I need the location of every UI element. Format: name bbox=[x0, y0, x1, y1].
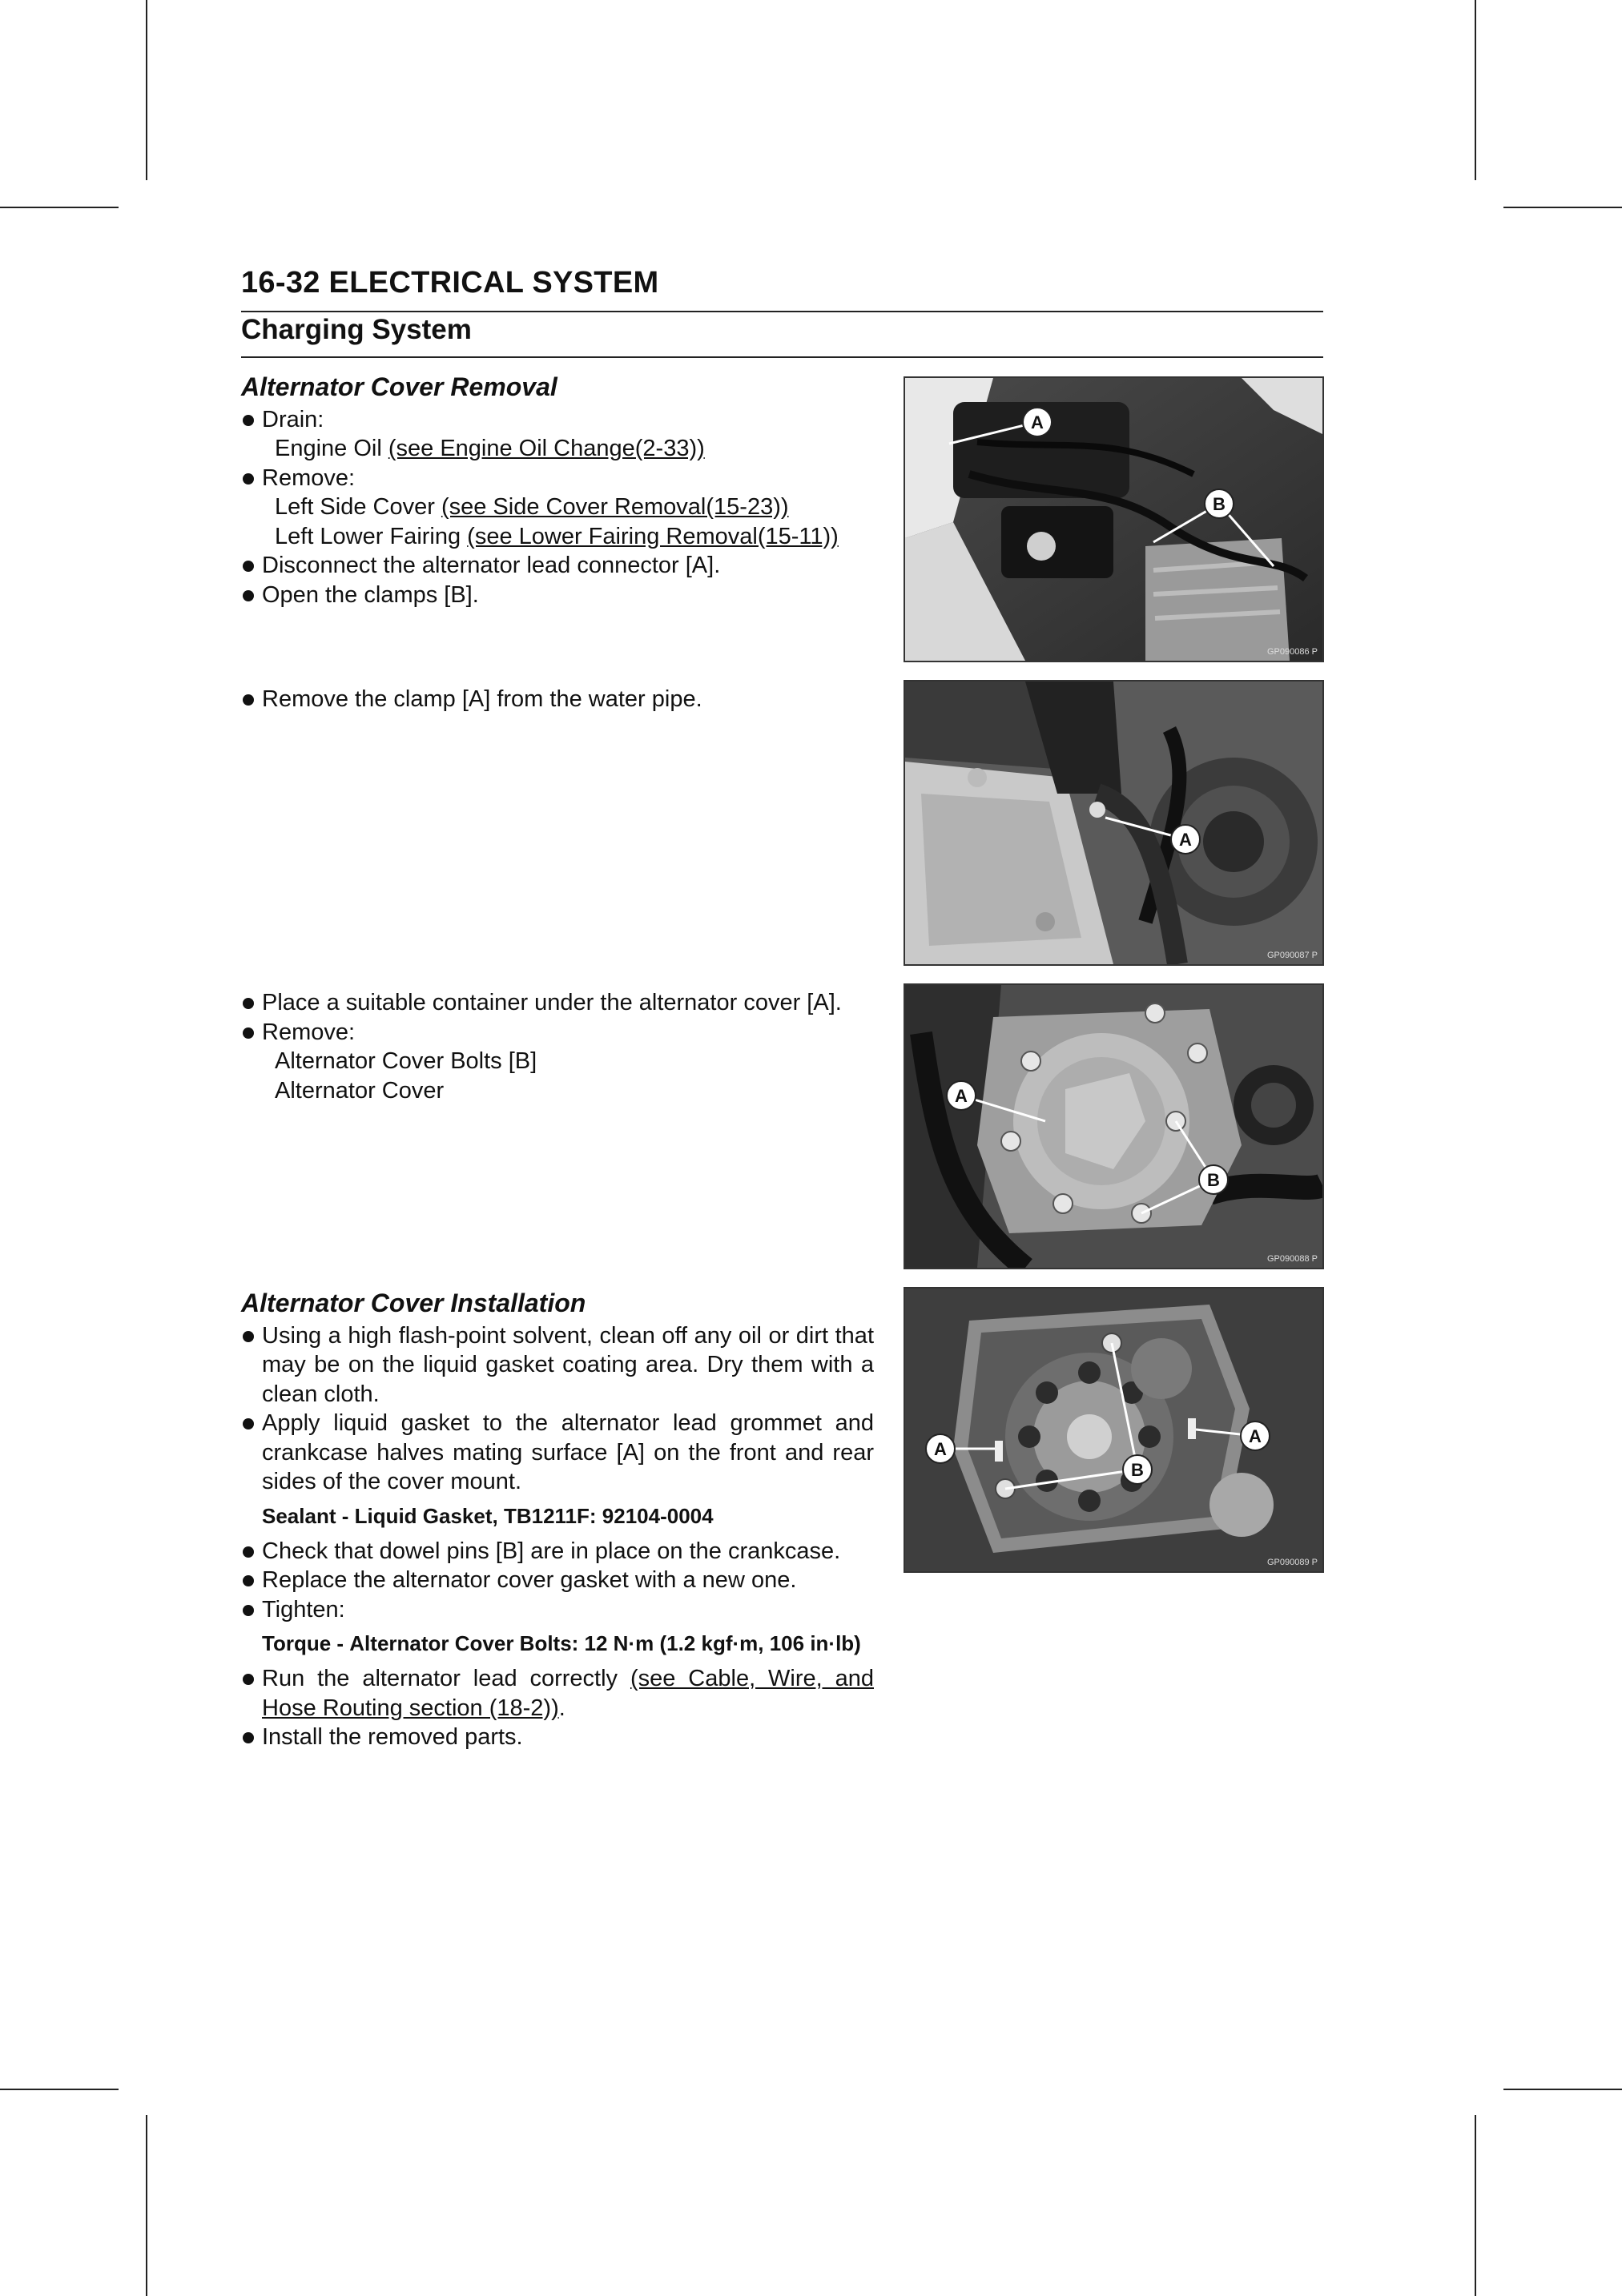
step-replace-gasket: Replace the alternator cover gasket with a new one. bbox=[241, 1566, 874, 1595]
step-tighten: Tighten: bbox=[241, 1595, 874, 1625]
callout-a: A bbox=[1249, 1426, 1262, 1446]
photo-code: GP090088 P bbox=[1267, 1254, 1318, 1264]
removal-block-2 bbox=[241, 685, 874, 714]
callout-a: A bbox=[934, 1439, 947, 1459]
remove2-item-1: Alternator Cover Bolts [B] bbox=[275, 1048, 537, 1074]
crop-mark bbox=[1503, 2089, 1622, 2090]
remove2-item-2: Alternator Cover bbox=[275, 1077, 445, 1104]
page-title: 16-32 ELECTRICAL SYSTEM bbox=[241, 266, 659, 300]
step-remove-clamp: Remove the clamp [A] from the water pipe. bbox=[241, 685, 874, 714]
callout-b: B bbox=[1207, 1170, 1220, 1190]
torque-text: Alternator Cover Bolts: 12 N·m (1.2 kgf·m, 106 in·lb) bbox=[349, 1631, 861, 1655]
photo-lead-connector bbox=[904, 376, 1324, 662]
step-drain: Drain: bbox=[241, 405, 874, 435]
link-side-cover-removal[interactable]: (see Side Cover Removal(15-23)) bbox=[441, 494, 789, 520]
callout-b: B bbox=[1131, 1460, 1144, 1480]
step-run-lead bbox=[241, 1664, 874, 1723]
crop-mark bbox=[0, 207, 119, 208]
remove-item-1 bbox=[241, 493, 874, 522]
link-engine-oil-change[interactable]: (see Engine Oil Change(2-33)) bbox=[388, 436, 705, 461]
remove-item-2-text: Left Lower Fairing bbox=[275, 523, 468, 549]
step-remove-2: Remove: bbox=[241, 1018, 874, 1047]
photo-alternator-cover bbox=[904, 983, 1324, 1269]
crop-mark bbox=[1475, 2115, 1476, 2296]
callout-a: A bbox=[955, 1086, 968, 1106]
callout-a: A bbox=[1179, 830, 1192, 850]
removal-block-1 bbox=[241, 372, 874, 609]
removal-block-3 bbox=[241, 988, 874, 1105]
step-remove: Remove: bbox=[241, 464, 874, 493]
remove-item-1-text: Left Side Cover bbox=[275, 494, 441, 520]
photo-code: GP090089 P bbox=[1267, 1558, 1318, 1567]
photo-code: GP090087 P bbox=[1267, 951, 1318, 960]
step-install-parts: Install the removed parts. bbox=[241, 1723, 874, 1752]
torque-key: Torque - bbox=[262, 1631, 350, 1655]
step-place-container: Place a suitable container under the alternator cover [A]. bbox=[241, 988, 874, 1018]
photo-water-pipe-clamp bbox=[904, 680, 1324, 966]
photo-code: GP090086 P bbox=[1267, 647, 1318, 657]
drain-item-text: Engine Oil bbox=[275, 436, 388, 461]
section-rule bbox=[241, 356, 1323, 358]
installation-block bbox=[241, 1289, 874, 1752]
run-lead-text: Run the alternator lead correctly bbox=[262, 1666, 630, 1691]
crop-mark bbox=[146, 2115, 147, 2296]
crop-mark bbox=[0, 2089, 119, 2090]
section-title: Charging System bbox=[241, 314, 472, 345]
header-rule bbox=[241, 311, 1323, 312]
callout-b: B bbox=[1213, 494, 1226, 514]
sealant-spec: Sealant - Liquid Gasket, TB1211F: 92104-0004 bbox=[262, 1503, 714, 1528]
step-disconnect: Disconnect the alternator lead connector [A]. bbox=[241, 551, 874, 581]
remove-item-2 bbox=[241, 522, 874, 552]
crop-mark bbox=[1503, 207, 1622, 208]
torque-spec bbox=[241, 1631, 874, 1656]
step-apply-gasket: Apply liquid gasket to the alternator lead grommet and crankcase halves mating surface [A] on the front and rear sides of the cover mount. bbox=[241, 1409, 874, 1497]
step-check-dowel: Check that dowel pins [B] are in place on the crankcase. bbox=[241, 1537, 874, 1566]
link-lower-fairing-removal[interactable]: (see Lower Fairing Removal(15-11)) bbox=[467, 523, 839, 549]
crop-mark bbox=[1475, 0, 1476, 180]
crop-mark bbox=[146, 0, 147, 180]
link-cable-routing[interactable]: (see Cable, Wire, and Hose Routing section (18-2)) bbox=[262, 1666, 874, 1721]
step-open-clamps: Open the clamps [B]. bbox=[241, 581, 874, 610]
callout-a: A bbox=[1031, 412, 1044, 432]
drain-item bbox=[241, 434, 874, 464]
photo-dowel-pins-gasket bbox=[904, 1287, 1324, 1573]
run-lead-end: . bbox=[558, 1695, 565, 1721]
step-clean: Using a high flash-point solvent, clean off any oil or dirt that may be on the liquid gasket coating area. Dry them with a clean cloth. bbox=[241, 1321, 874, 1409]
installation-heading: Alternator Cover Installation bbox=[241, 1289, 586, 1317]
removal-heading: Alternator Cover Removal bbox=[241, 372, 557, 401]
